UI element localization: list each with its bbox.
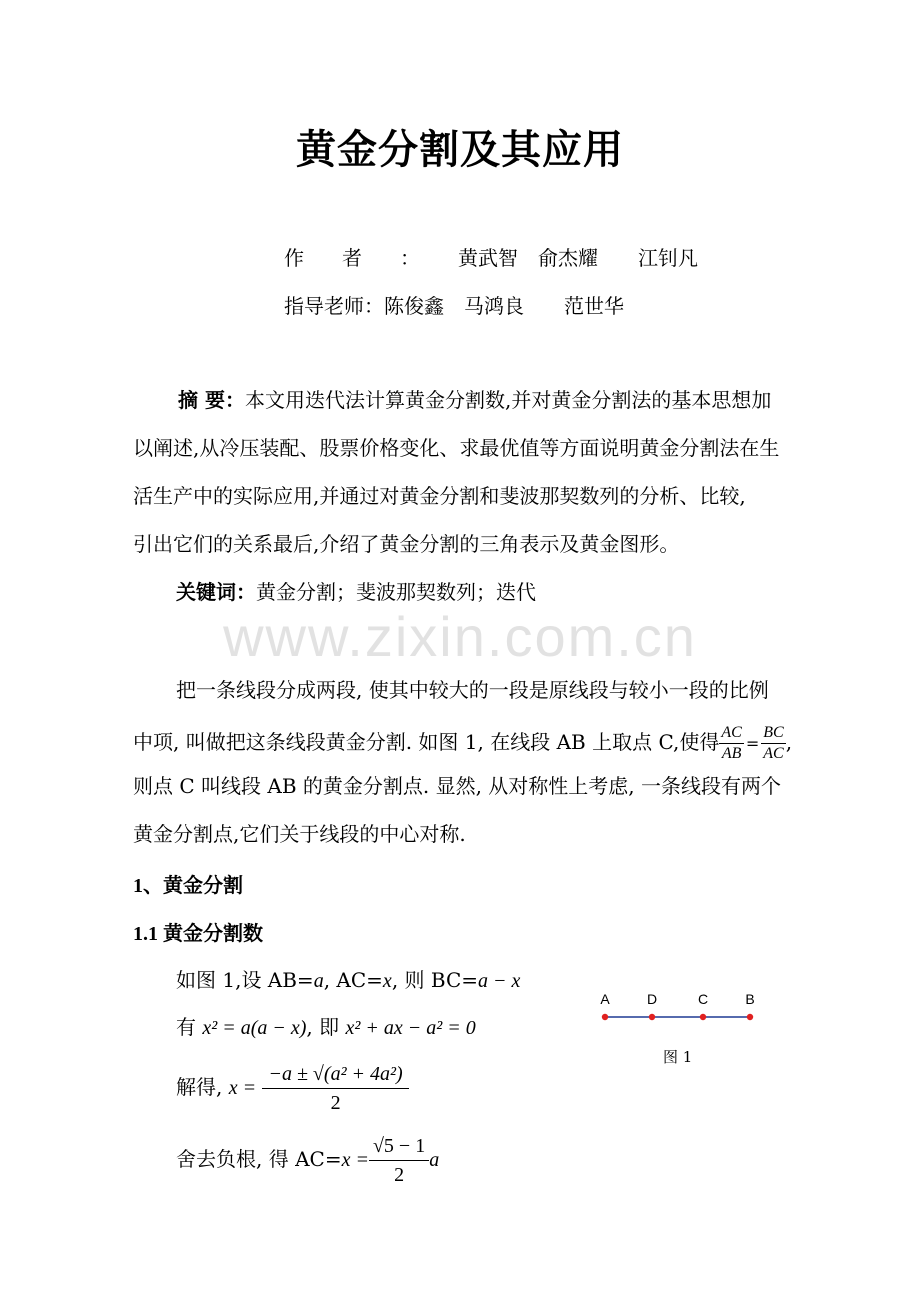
- advisor-line: [284, 290, 624, 319]
- intro-line-1: 把一条线段分成两段, 使其中较大的一段是原线段与较小一段的比例: [176, 678, 769, 702]
- fraction-bc-ac: [761, 723, 785, 764]
- derivation-line-4: [176, 1130, 439, 1189]
- fraction-numerator: √5 − 1: [369, 1132, 429, 1161]
- text: , AC=: [323, 968, 383, 992]
- point-label-a: A: [600, 991, 610, 1007]
- intro-line-2: [133, 722, 792, 764]
- fraction-numerator: AC: [719, 723, 743, 744]
- abstract-line-1: [178, 385, 771, 415]
- derivation-line-1: [176, 965, 520, 996]
- fraction-denominator: AC: [763, 745, 784, 762]
- fraction-denominator: AB: [721, 745, 742, 762]
- derivation-line-2: [176, 1012, 476, 1043]
- derivation-line-3: [176, 1058, 409, 1117]
- intro-line-4: 黄金分割点,它们关于线段的中心对称.: [133, 822, 466, 846]
- fraction-numerator: BC: [761, 723, 785, 744]
- math-expr: x² + ax − a² = 0: [345, 1017, 476, 1039]
- equals-sign: =: [745, 734, 760, 753]
- intro-line-3: 则点 C 叫线段 AB 的黄金分割点. 显然, 从对称性上考虑, 一条线段有两个: [133, 774, 782, 798]
- intro-text-2: 中项, 叫做把这条线段黄金分割. 如图 1, 在线段 AB 上取点 C,使得: [133, 730, 720, 754]
- text: 有: [176, 1015, 203, 1039]
- keywords-line: [176, 577, 536, 607]
- golden-fraction: [369, 1132, 429, 1189]
- math-expr: a − x: [478, 970, 521, 992]
- point-label-d: D: [646, 991, 658, 1007]
- advisor-label: 指导老师：: [284, 294, 384, 318]
- fraction-denominator: 2: [330, 1092, 341, 1114]
- text: 舍去负根, 得 AC=: [176, 1147, 342, 1171]
- math-expr: x =: [341, 1149, 369, 1171]
- advisor-names: 陈俊鑫 马鸿良 范世华: [384, 294, 624, 318]
- abstract-line-2: 以阐述,从冷压装配、股票价格变化、求最优值等方面说明黄金分割法在生: [133, 436, 780, 460]
- abstract-line-4: 引出它们的关系最后,介绍了黄金分割的三角表示及黄金图形。: [133, 532, 680, 556]
- fraction-denominator: 2: [394, 1164, 405, 1186]
- figure-caption: 图 1: [663, 1048, 693, 1066]
- author-line: [284, 242, 698, 271]
- section-heading-1: 1、黄金分割: [133, 875, 243, 897]
- point-label-c: C: [697, 991, 709, 1007]
- text: 如图 1,设 AB=: [176, 968, 314, 992]
- point-c: [700, 1014, 706, 1020]
- author-names: 黄武智 俞杰耀 江钊凡: [458, 246, 698, 270]
- solution-fraction: [262, 1060, 408, 1117]
- math-expr: x² = a(a − x): [202, 1017, 307, 1039]
- fraction-numerator: −a ± √(a² + 4a²): [262, 1060, 408, 1089]
- math-var: x: [382, 970, 392, 992]
- abstract-text-1: 本文用迭代法计算黄金分割数,并对黄金分割法的基本思想加: [244, 388, 772, 412]
- abstract-label: 摘 要：: [178, 388, 245, 412]
- watermark: www.zixin.com.cn: [223, 605, 697, 668]
- text: 解得,: [176, 1075, 229, 1099]
- comma: ,: [785, 730, 793, 754]
- figure-1-diagram: [590, 985, 770, 1035]
- keywords-text: 黄金分割；斐波那契数列；迭代: [256, 580, 536, 604]
- point-b: [747, 1014, 753, 1020]
- point-a: [602, 1014, 608, 1020]
- math-var: a: [429, 1149, 440, 1171]
- math-var: a: [313, 970, 324, 992]
- text: , 则 BC=: [391, 968, 479, 992]
- page-title: 黄金分割及其应用: [296, 126, 624, 173]
- point-d: [649, 1014, 655, 1020]
- point-label-b: B: [745, 991, 755, 1007]
- text: , 即: [306, 1015, 346, 1039]
- math-expr: x =: [228, 1077, 257, 1099]
- section-heading-1-1: 1.1 黄金分割数: [133, 923, 263, 945]
- abstract-line-3: 活生产中的实际应用,并通过对黄金分割和斐波那契数列的分析、比较,: [133, 484, 746, 508]
- author-label: 作者：: [284, 246, 458, 270]
- keywords-label: 关键词：: [176, 580, 256, 604]
- fraction-ac-ab: [719, 723, 743, 764]
